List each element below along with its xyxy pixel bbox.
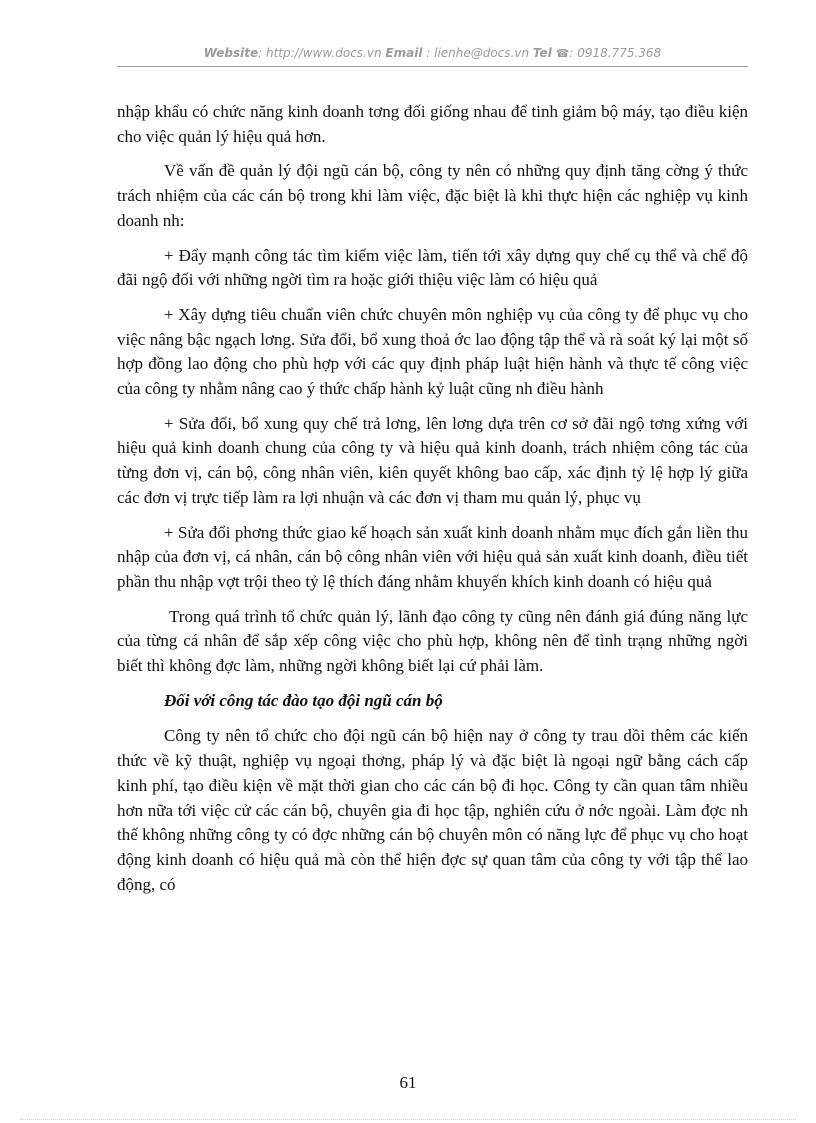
section-heading: Đối với công tác đào tạo đội ngũ cán bộ xyxy=(164,690,443,710)
document-body xyxy=(117,100,748,907)
page-number: 61 xyxy=(399,1073,417,1092)
website-url[interactable]: http://www.docs.vn xyxy=(265,46,382,60)
phone-icon: ☎ xyxy=(555,47,570,60)
email-separator: : xyxy=(422,46,435,60)
bullet-job-search: + Đẩy mạnh công tác tìm kiếm việc làm, tiến tới xây dựng quy chế cụ thể và chế độ đãi ngộ đối với những ngời tìm ra hoặc giới thiệu việc làm có hiệu quả xyxy=(117,245,748,290)
bullet-standards: + Xây dựng tiêu chuẩn viên chức chuyên môn nghiệp vụ của công ty để phục vụ cho việc nâng bậc ngạch lơng. Sửa đổi, bổ xung thoả ớc lao động tập thể và rà soát ký lại một số hợp đồng lao động cho phù hợp với các quy định pháp luật hiện hành và thực tế công việc của công ty nhằm nâng cao ý thức chấp hành kỷ luật cũng nh điều hành xyxy=(117,304,748,399)
tel-number: : 0918.775.368 xyxy=(569,46,662,60)
paragraph-continuation: nhập khẩu có chức năng kinh doanh tơng đối giống nhau để tinh giảm bộ máy, tạo điều kiện cho việc quản lý hiệu quả hơn. xyxy=(117,102,748,146)
paragraph-staff-management: Về vấn đề quản lý đội ngũ cán bộ, công ty nên có những quy định tăng cờng ý thức trách nhiệm của các cán bộ trong khi làm việc, đặc biệt là khi thực hiện các nghiệp vụ kinh doanh nh: xyxy=(117,161,748,230)
bullet-salary: + Sửa đổi, bổ xung quy chế trả lơng, lên lơng dựa trên cơ sở đãi ngộ tơng xứng với hiệu quả kinh doanh chung của công ty và hiệu quả kinh doanh, trách nhiệm công tác của từng đơn vị, cán bộ, công nhân viên, kiên quyết không bao cấp, xác định tỷ lệ hợp lý giữa các đơn vị trực tiếp làm ra lợi nhuận và các đơn vị tham mu quản lý, phục vụ xyxy=(117,413,748,507)
paragraph-training: Công ty nên tổ chức cho đội ngũ cán bộ hiện nay ở công ty trau dồi thêm các kiến thức về kỹ thuật, nghiệp vụ ngoại thơng, pháp lý và đặc biệt là ngoại ngữ bằng cách cấp kinh phí, tạo điều kiện về mặt thời gian cho các cán bộ đi học. Công ty cần quan tâm nhiều hơn nữa tới việc cử các cán bộ, chuyên gia đi học tập, nghiên cứu ở nớc ngoài. Làm đợc nh thế không những công ty có đợc những cán bộ chuyên môn có năng lực để phục vụ cho hoạt động kinh doanh có hiệu quả mà còn thể hiện đợc sự quan tâm của công ty với tập thể lao động, có xyxy=(117,726,748,894)
paragraph-evaluation: Trong quá trình tổ chức quản lý, lãnh đạo công ty cũng nên đánh giá đúng năng lực của từng cá nhân để sắp xếp công việc cho phù hợp, không nên để tình trạng những ngời biết thì không đợc làm, những ngời không biết lại cứ phải làm. xyxy=(117,606,748,676)
email-label: Email xyxy=(385,46,423,60)
page-header xyxy=(117,46,748,60)
bullet-planning: + Sửa đổi phơng thức giao kế hoạch sản xuất kinh doanh nhằm mục đích gắn liền thu nhập của đơn vị, cá nhân, cán bộ công nhân viên với hiệu quả sản xuất kinh doanh, điều tiết phần thu nhập vợt trội theo tỷ lệ thích đáng nhằm khuyến khích kinh doanh có hiệu quả xyxy=(117,522,748,591)
email-address[interactable]: lienhe@docs.vn xyxy=(434,46,530,60)
tel-label: Tel xyxy=(532,46,552,60)
footer-divider xyxy=(20,1119,796,1120)
website-separator: : xyxy=(258,46,266,60)
website-label: Website xyxy=(203,46,259,60)
header-divider xyxy=(117,66,748,67)
